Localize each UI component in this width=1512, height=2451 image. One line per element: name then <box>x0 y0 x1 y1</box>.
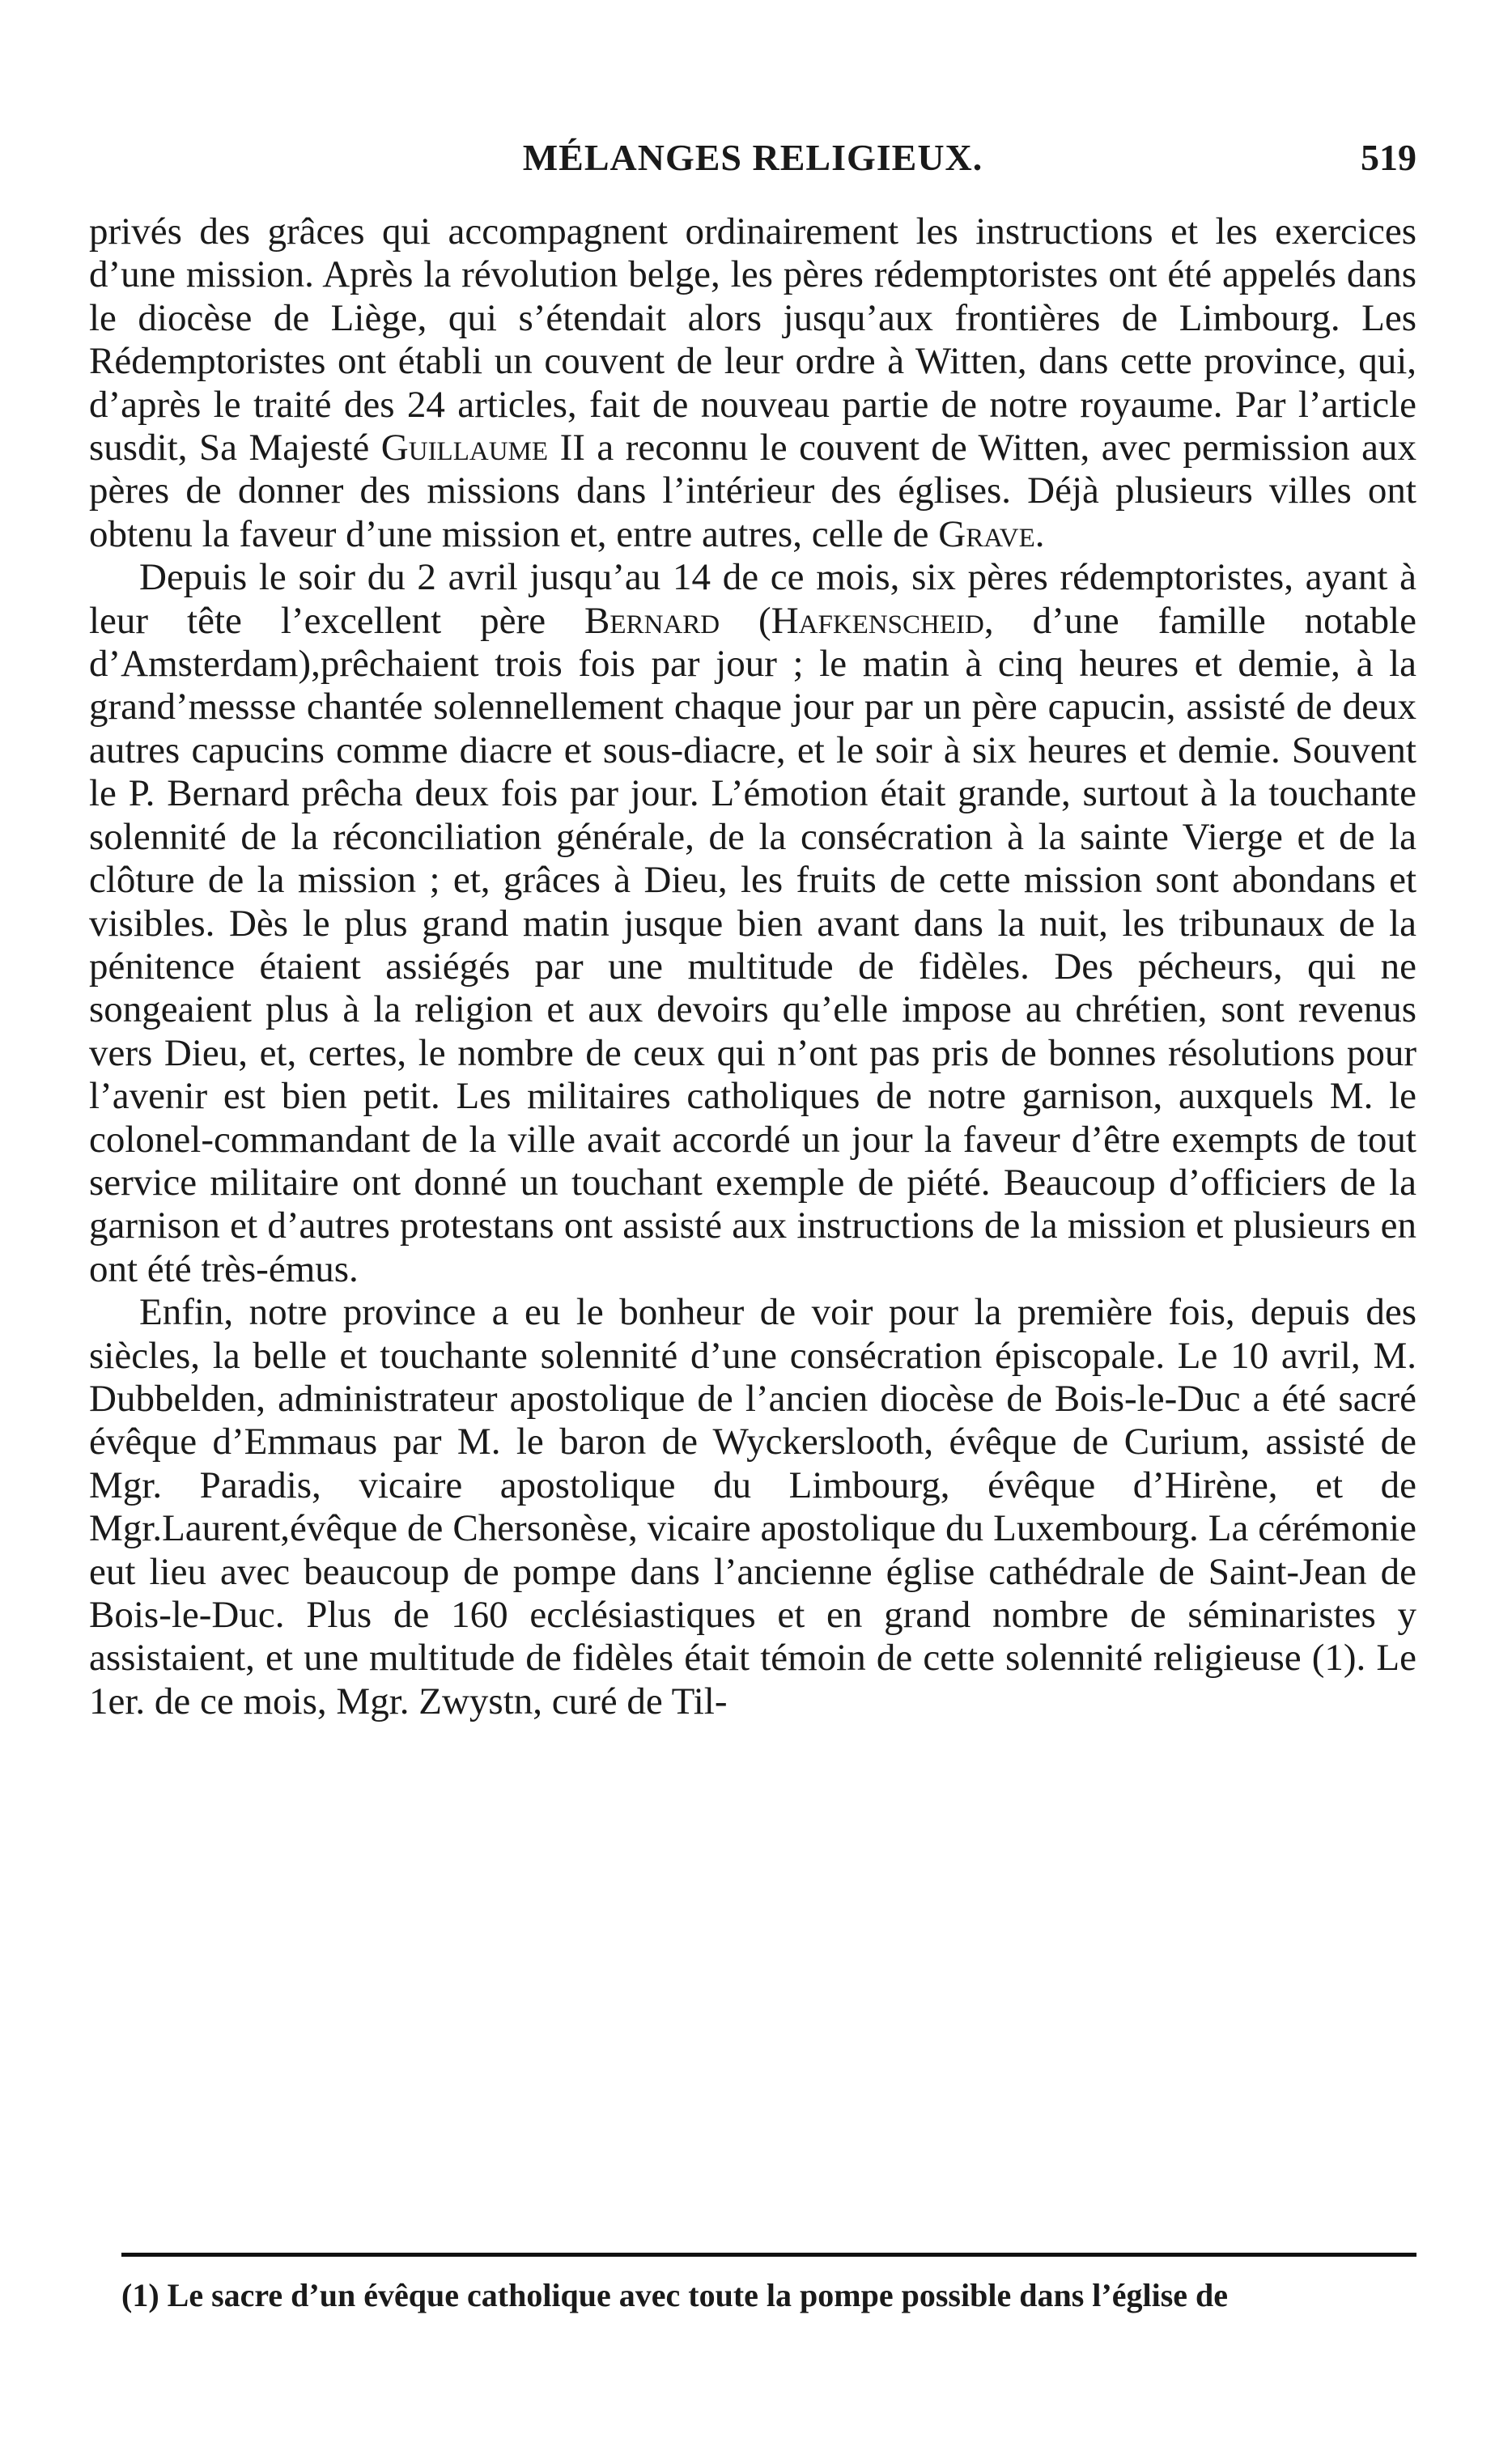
name-guillaume: Guillaume <box>380 427 549 469</box>
page-header <box>89 136 1416 193</box>
body-text <box>89 210 1416 1723</box>
paragraph-3 <box>89 1291 1416 1723</box>
place-grave: Grave <box>938 512 1035 555</box>
text-run: Enfin, notre province a eu le bonheur de voir pour la première fois, depuis des siècles, la belle et touchante solennité d’une consécration épiscopale. Le 10 avril, M. Dubbelden, administrateur apostolique de l’ancien diocèse de Bois-le-Duc a été sacré évêque d’Emmaus par M. le baron de Wyckerslooth, évêque de Curium, assisté de Mgr. Paradis, vicaire apostolique du Limbourg, évêque d’Hirène, et de Mgr.Laurent,évêque de Chersonèse, vicaire apostolique du Luxembourg. La cérémonie eut lieu avec beaucoup de pompe dans l’ancienne église cathédrale de Saint-Jean de Bois-le-Duc. Plus de 160 ecclésiastiques et en grand nombre de séminaristes y assistaient, et une multitude de fidèles était témoin de cette solennité religieuse (1). Le 1er. de ce mois, Mgr. Zwystn, curé de Til- <box>89 1291 1416 1722</box>
text-run: , d’une famille notable d’Amsterdam),prêchaient trois fois par jour ; le matin à cinq heures et demie, à la grand’messse chantée solennellement chaque jour par un père capucin, assisté de deux autres capucins comme diacre et sous-diacre, et le soir à six heures et demie. Souvent le P. Bernard prêcha deux fois par jour. L’émotion était grande, surtout à la touchante solennité de la réconciliation générale, de la consécration à la sainte Vierge et de la clôture de la mission ; et, grâces à Dieu, les fruits de cette mission sont abondans et visibles. Dès le plus grand matin jusque bien avant dans la nuit, les tribunaux de la pénitence étaient assiégés par une multitude de fidèles. Des pécheurs, qui ne songeaient plus à la religion et aux devoirs qu’elle impose au chrétien, sont revenus vers Dieu, et, certes, le nombre de ceux qui n’ont pas pris de bonnes résolutions pour l’avenir est bien petit. Les militaires catholiques de notre garnison, auxquels M. le colonel-commandant de la ville avait accordé un jour la faveur d’être exempts de tout service militaire ont donné un touchant exemple de piété. Beaucoup d’officiers de la garnison et d’autres protestans ont assisté aux instructions de la mission et plusieurs en ont été très-émus. <box>89 599 1416 1290</box>
paragraph-1 <box>89 210 1416 556</box>
footnote: (1) Le sacre d’un évêque catholique avec toute la pompe possible dans l’église de <box>121 2277 1229 2313</box>
footnote-divider <box>121 2253 1416 2257</box>
text-run: II a reconnu le couvent de Witten, avec permission aux pères de donner des missions dans l’intérieur des églises. Déjà plusieurs villes ont obtenu la faveur d’une mission et, entre autres, celle de <box>89 427 1416 555</box>
name-hafkenscheid: Hafkenscheid <box>771 599 984 642</box>
text-run: Depuis le soir du 2 avril jusqu’au 14 de ce mois, six pères rédemptoristes, ayant à leur tête l’excellent père <box>89 556 1416 642</box>
running-title: MÉLANGES RELIGIEUX. <box>522 137 983 178</box>
text-run: . <box>1034 512 1045 555</box>
text-run: privés des grâces qui accompagnent ordinairement les instructions et les exercices d’une mission. Après la révolution belge, les pères rédemptoristes ont été appelés dans le diocèse de Liège, qui s’étendait alors jusqu’aux frontières de Limbourg. Les Rédemptoristes ont établi un couvent de leur ordre à Witten, dans cette province, qui, d’après le traité des 24 articles, fait de nouveau partie de notre royaume. Par l’article susdit, Sa Majesté <box>89 210 1416 469</box>
paragraph-2 <box>89 556 1416 1291</box>
page-number: 519 <box>1361 137 1416 178</box>
name-bernard: Bernard <box>584 599 720 642</box>
text-run: ( <box>720 599 771 642</box>
